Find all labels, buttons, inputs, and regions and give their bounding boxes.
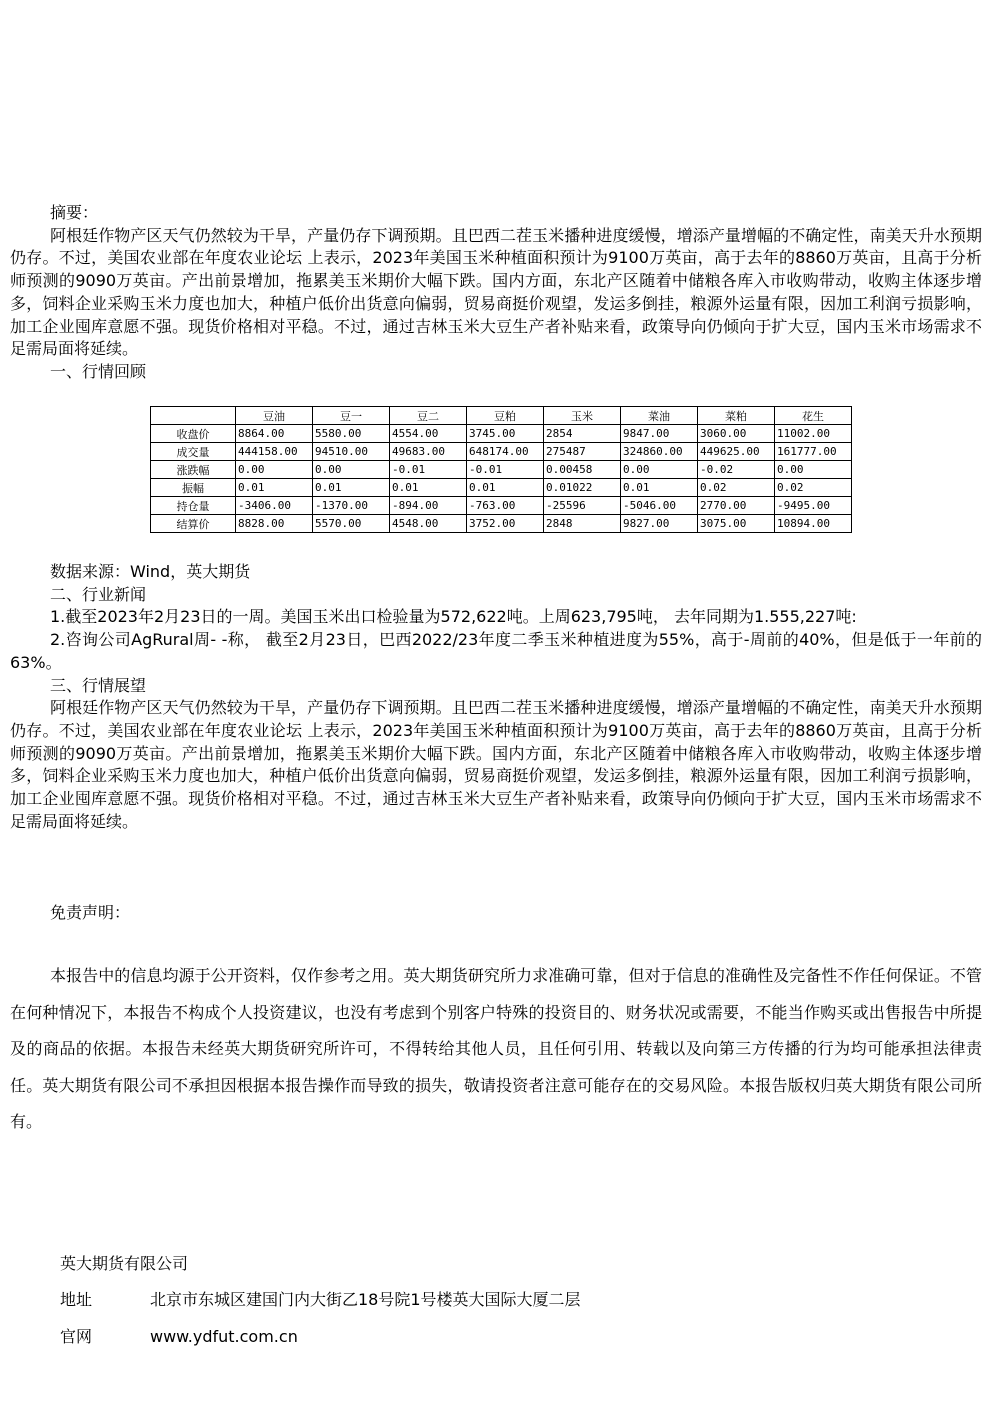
table-row xyxy=(151,443,852,461)
table-cell: 161777.00 xyxy=(775,443,852,461)
table-cell: 3752.00 xyxy=(467,515,544,533)
table-cell: 8828.00 xyxy=(236,515,313,533)
table-cell: 0.00458 xyxy=(544,461,621,479)
summary-text: 阿根廷作物产区天气仍然较为干旱，产量仍存下调预期。且巴西二茬玉米播种进度缓慢，增添产量增幅的不确定性，南美天升水预期仍存。不过，美国农业部在年度农业论坛 上表示，2023年美国玉米种植面积预计为9100万英亩，高于去年的8860万英亩，且高于分析师预测的9090万英亩。产出前景增加，拖累美玉米期价大幅下跌。国内方面，东北产区随着中储粮各库入市收购带动，收购主体逐步增多，饲料企业采购玉米力度也加大，种植户低价出货意向偏弱，贸易商挺价观望，发运多倒挂，粮源外运量有限，因加工利润亏损影响，加工企业囤库意愿不强。现货价格相对平稳。不过，通过吉林玉米大豆生产者补贴来看，政策导向仍倾向于扩大豆，国内玉米市场需求不足需局面将延续。 xyxy=(10,225,982,359)
table-cell: 0.01 xyxy=(621,479,698,497)
row-header: 持仓量 xyxy=(151,497,236,515)
table-cell: 5570.00 xyxy=(313,515,390,533)
market-table xyxy=(150,406,852,533)
table-row xyxy=(151,425,852,443)
table-cell: -0.01 xyxy=(467,461,544,479)
table-cell: 444158.00 xyxy=(236,443,313,461)
table-cell: -0.02 xyxy=(698,461,775,479)
website-link[interactable]: www.ydfut.com.cn xyxy=(150,1326,298,1346)
row-header: 结算价 xyxy=(151,515,236,533)
table-cell: 5580.00 xyxy=(313,425,390,443)
table-cell: 324860.00 xyxy=(621,443,698,461)
table-cell: 0.01 xyxy=(236,479,313,497)
column-header: 玉米 xyxy=(544,407,621,425)
table-cell: 0.01 xyxy=(313,479,390,497)
column-header: 豆油 xyxy=(236,407,313,425)
website-row xyxy=(60,1319,581,1355)
table-cell: 275487 xyxy=(544,443,621,461)
table-cell: 0.01 xyxy=(467,479,544,497)
table-cell: 0.02 xyxy=(775,479,852,497)
column-header: 豆粕 xyxy=(467,407,544,425)
table-cell: 3745.00 xyxy=(467,425,544,443)
address-label: 地址 xyxy=(60,1290,93,1310)
table-cell: 0.00 xyxy=(313,461,390,479)
table-cell: 3060.00 xyxy=(698,425,775,443)
table-cell: -0.01 xyxy=(390,461,467,479)
table-cell: 0.00 xyxy=(621,461,698,479)
table-cell: -3406.00 xyxy=(236,497,313,515)
row-header: 收盘价 xyxy=(151,425,236,443)
table-corner xyxy=(151,407,236,425)
table-cell: 8864.00 xyxy=(236,425,313,443)
disclaimer-heading: 免责声明： xyxy=(50,903,131,922)
row-header: 振幅 xyxy=(151,479,236,497)
table-cell: 49683.00 xyxy=(390,443,467,461)
table-cell: -894.00 xyxy=(390,497,467,515)
table-cell: 449625.00 xyxy=(698,443,775,461)
website-label: 官网 xyxy=(60,1326,93,1346)
table-cell: 3075.00 xyxy=(698,515,775,533)
table-cell: 94510.00 xyxy=(313,443,390,461)
news-outlook-section xyxy=(10,561,982,833)
table-cell: -5046.00 xyxy=(621,497,698,515)
disclaimer-heading-wrap xyxy=(10,902,982,925)
table-cell: 648174.00 xyxy=(467,443,544,461)
outlook-text: 阿根廷作物产区天气仍然较为干旱，产量仍存下调预期。且巴西二茬玉米播种进度缓慢，增添产量增幅的不确定性，南美天升水预期仍存。不过，美国农业部在年度农业论坛 上表示，2023年美国玉米种植面积预计为9100万英亩，高于去年的8860万英亩，且高于分析师预测的9090万英亩。产出前景增加，拖累美玉米期价大幅下跌。国内方面，东北产区随着中储粮各库入市收购带动，收购主体逐步增多，饲料企业采购玉米力度也加大，种植户低价出货意向偏弱，贸易商挺价观望，发运多倒挂，粮源外运量有限，因加工利润亏损影响，加工企业囤库意愿不强。现货价格相对平稳。不过，通过吉林玉米大豆生产者补贴来看，政策导向仍倾向于扩大豆，国内玉米市场需求不足需局面将延续。 xyxy=(10,698,982,831)
table-header-row xyxy=(151,407,852,425)
section3-heading: 三、行情展望 xyxy=(50,675,147,695)
news-item: 2.咨询公司AgRural周- -称， 截至2月23日，巴西2022/23年度二季玉米种植进度为55%，高于-周前的40%，但是低于一年前的63%。 xyxy=(10,630,982,672)
table-cell: 0.00 xyxy=(775,461,852,479)
table-cell: 9847.00 xyxy=(621,425,698,443)
table-row xyxy=(151,479,852,497)
table-cell: 0.02 xyxy=(698,479,775,497)
column-header: 豆二 xyxy=(390,407,467,425)
table-cell: 0.00 xyxy=(236,461,313,479)
table-cell: 2770.00 xyxy=(698,497,775,515)
table-row xyxy=(151,515,852,533)
table-cell: 0.01 xyxy=(390,479,467,497)
market-table-wrap xyxy=(150,406,852,533)
table-cell: 11002.00 xyxy=(775,425,852,443)
section2-heading: 二、行业新闻 xyxy=(50,584,147,604)
summary-heading: 摘要： xyxy=(50,203,99,222)
table-cell: 2848 xyxy=(544,515,621,533)
column-header: 菜粕 xyxy=(698,407,775,425)
table-cell: -1370.00 xyxy=(313,497,390,515)
table-cell: 9827.00 xyxy=(621,515,698,533)
contact-block xyxy=(60,1246,581,1355)
table-row xyxy=(151,497,852,515)
table-cell: 0.01022 xyxy=(544,479,621,497)
table-cell: -9495.00 xyxy=(775,497,852,515)
table-cell: 2854 xyxy=(544,425,621,443)
row-header: 成交量 xyxy=(151,443,236,461)
row-header: 涨跌幅 xyxy=(151,461,236,479)
disclaimer-text: 本报告中的信息均源于公开资料，仅作参考之用。英大期货研究所力求准确可靠，但对于信息的准确性及完备性不作任何保证。不管在何种情况下，本报告不构成个人投资建议，也没有考虑到个别客户特殊的投资目的、财务状况或需要，不能当作购买或出售报告中所提及的商品的依据。本报告未经英大期货研究所许可，不得转给其他人员，且任何引用、转载以及向第三方传播的行为均可能承担法律责任。英大期货有限公司不承担因根据本报告操作而导致的损失，敬请投资者注意可能存在的交易风险。本报告版权归英大期货有限公司所有。 xyxy=(10,966,982,1131)
news-item: 1.截至2023年2月23日的一周。美国玉米出口检验量为572,622吨。上周623,795吨， 去年同期为1.555,227吨: xyxy=(50,607,857,627)
table-cell: 4548.00 xyxy=(390,515,467,533)
table-cell: -25596 xyxy=(544,497,621,515)
disclaimer-section xyxy=(10,958,982,1141)
data-source: 数据来源：Wind，英大期货 xyxy=(50,562,251,581)
summary-section xyxy=(10,202,982,384)
company-name: 英大期货有限公司 xyxy=(60,1254,189,1273)
section1-heading: 一、行情回顾 xyxy=(50,361,147,381)
table-cell: 4554.00 xyxy=(390,425,467,443)
column-header: 豆一 xyxy=(313,407,390,425)
column-header: 花生 xyxy=(775,407,852,425)
address-value: 北京市东城区建国门内大街乙18号院1号楼英大国际大厦二层 xyxy=(150,1290,581,1310)
column-header: 菜油 xyxy=(621,407,698,425)
table-cell: 10894.00 xyxy=(775,515,852,533)
table-row xyxy=(151,461,852,479)
address-row xyxy=(60,1282,581,1318)
table-cell: -763.00 xyxy=(467,497,544,515)
